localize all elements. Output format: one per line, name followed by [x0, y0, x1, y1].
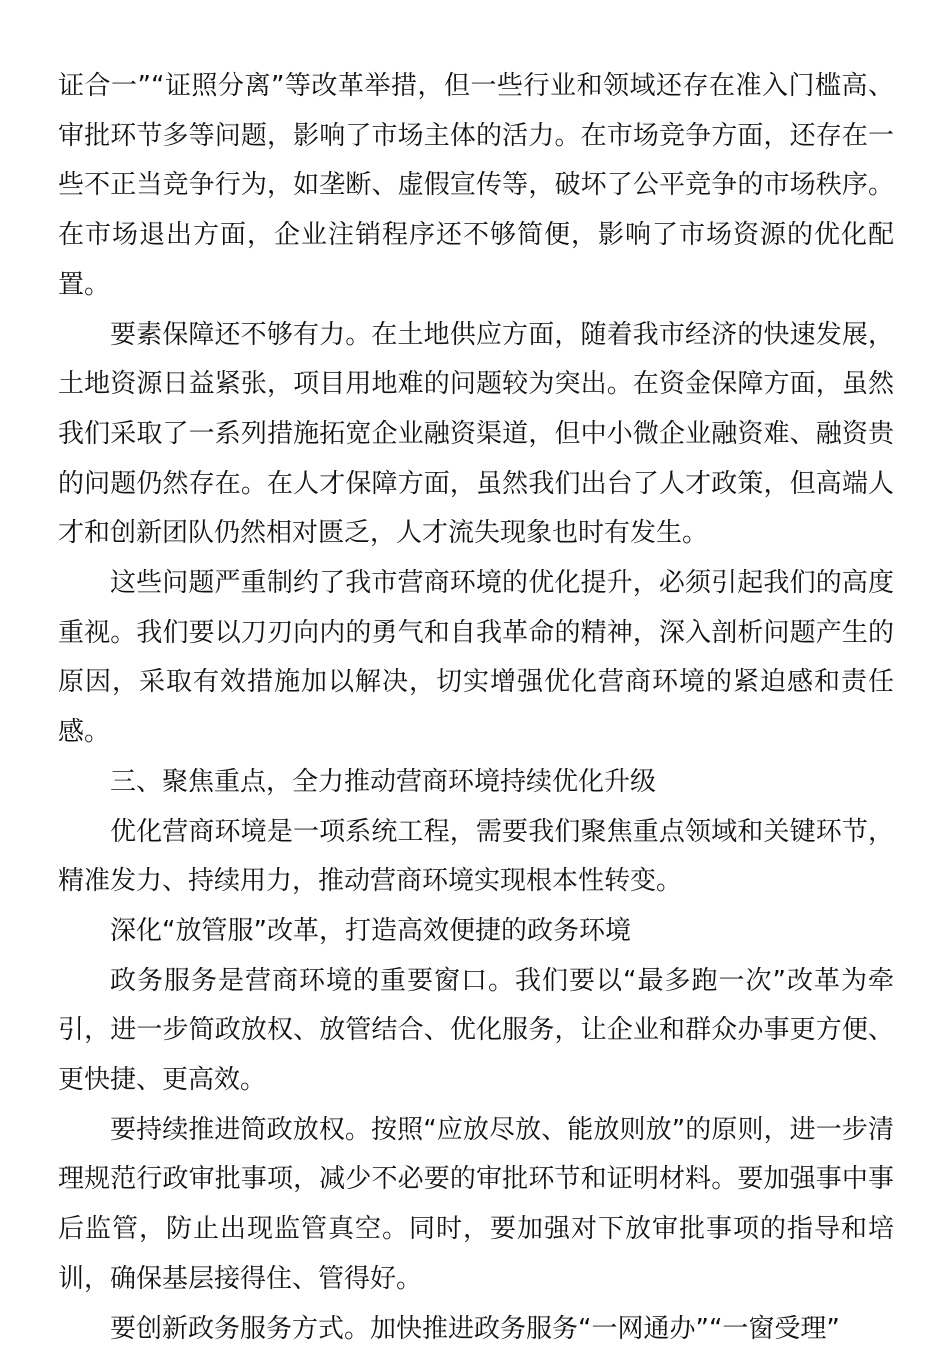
paragraph-continuation: 证合一”“证照分离”等改革举措，但一些行业和领域还存在准入门槛高、审批环节多等问题，影响了市场主体的活力。在市场竞争方面，还存在一些不正当竞争行为，如垄断、虚假宣传等，破坏了公平竞争的市场秩序。在市场退出方面，企业注销程序还不够简便，影响了市场资源的优化配置。 [58, 71, 894, 300]
paragraph-streamline-administration: 要持续推进简政放权。按照“应放尽放、能放则放”的原则，进一步清理规范行政审批事项，减少不必要的审批环节和证明材料。要加强事中事后监管，防止出现监管真空。同时，要加强对下放审批事项的指导和培训，确保基层接得住、管得好。 [58, 1114, 894, 1294]
paragraph-government-service: 政务服务是营商环境的重要窗口。我们要以“最多跑一次”改革为牵引，进一步简政放权、放管结合、优化服务，让企业和群众办事更方便、更快捷、更高效。 [58, 965, 894, 1096]
paragraph-innovate-service: 要创新政务服务方式。加快推进政务服务“一网通办”“一窗受理” [110, 1313, 840, 1344]
document-page [58, 62, 894, 1354]
section-heading-three: 三、聚焦重点，全力推动营商环境持续优化升级 [110, 766, 657, 797]
paragraph-system-engineering: 优化营商环境是一项系统工程，需要我们聚焦重点领域和关键环节，精准发力、持续用力，推动营商环境实现根本性转变。 [58, 816, 894, 897]
paragraph-problem-summary: 这些问题严重制约了我市营商环境的优化提升，必须引起我们的高度重视。我们要以刀刃向内的勇气和自我革命的精神，深入剖析问题产生的原因，采取有效措施加以解决，切实增强优化营商环境的紧迫感和责任感。 [58, 568, 894, 748]
subheading-reform: 深化“放管服”改革，打造高效便捷的政务环境 [110, 915, 631, 946]
paragraph-factor-guarantee: 要素保障还不够有力。在土地供应方面，随着我市经济的快速发展，土地资源日益紧张，项目用地难的问题较为突出。在资金保障方面，虽然我们采取了一系列措施拓宽企业融资渠道，但中小微企业融资难、融资贵的问题仍然存在。在人才保障方面，虽然我们出台了人才政策，但高端人才和创新团队仍然相对匮乏，人才流失现象也时有发生。 [58, 319, 894, 549]
